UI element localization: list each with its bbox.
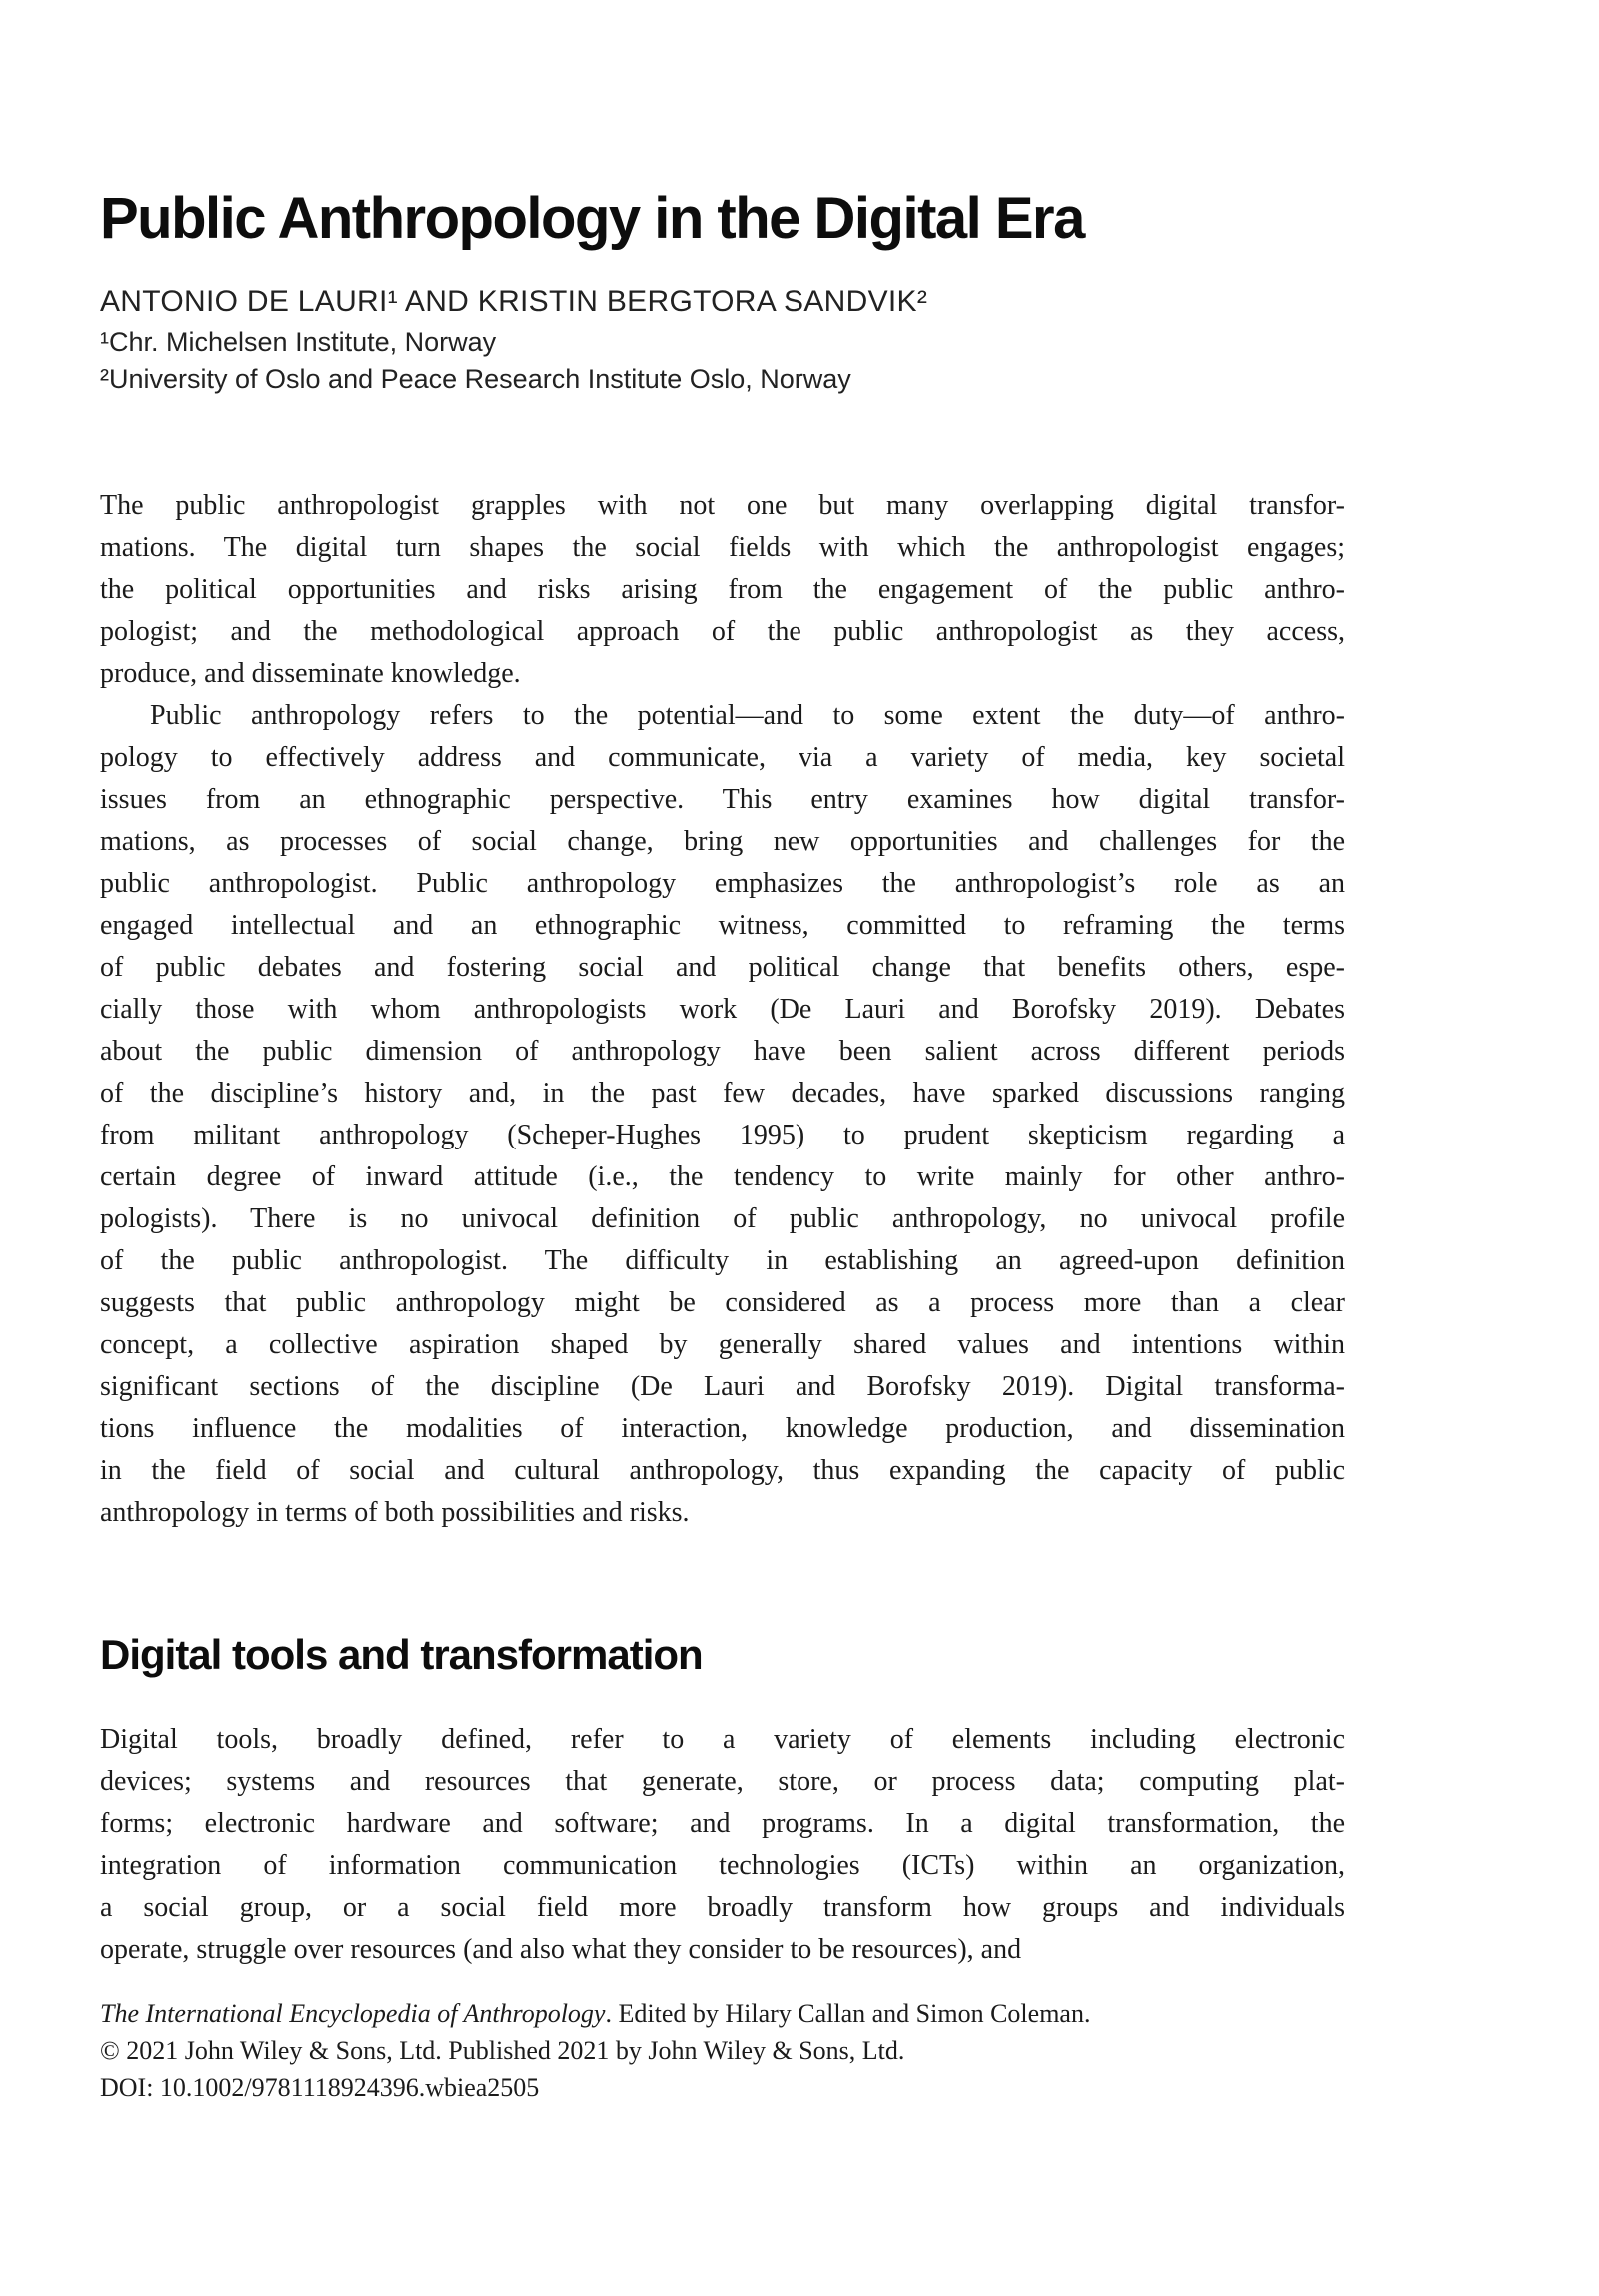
section-heading: Digital tools and transformation — [100, 1631, 703, 1678]
footnote-copyright-line: © 2021 John Wiley & Sons, Ltd. Published 2021 by John Wiley & Sons, Ltd. — [100, 2036, 905, 2065]
authors-line: ANTONIO DE LAURI¹ AND KRISTIN BERGTORA SANDVIK² — [100, 285, 928, 318]
affiliations — [100, 324, 851, 398]
body-line: The public anthropologist grapples with not one but many overlapping digital transfor- — [100, 490, 1345, 521]
body-line: issues from an ethnographic perspective. This entry examines how digital transfor- — [100, 784, 1345, 815]
affiliation-2: ²University of Oslo and Peace Research Institute Oslo, Norway — [100, 364, 851, 394]
body-line: tions influence the modalities of interaction, knowledge production, and dissemination — [100, 1413, 1345, 1444]
body-line: operate, struggle over resources (and also what they consider to be resources), and — [100, 1934, 1022, 1965]
body-line: suggests that public anthropology might be considered as a process more than a clear — [100, 1287, 1345, 1318]
body-line: in the field of social and cultural anthropology, thus expanding the capacity of public — [100, 1455, 1345, 1486]
body-line: the political opportunities and risks arising from the engagement of the public anthro- — [100, 574, 1345, 605]
paragraph — [100, 1719, 1345, 1971]
body-line: about the public dimension of anthropology have been salient across different periods — [100, 1036, 1345, 1067]
body-line: pology to effectively address and communicate, via a variety of media, key societal — [100, 742, 1345, 773]
body-line: engaged intellectual and an ethnographic witness, committed to reframing the terms — [100, 910, 1345, 941]
body-line: Public anthropology refers to the potential—and to some extent the duty—of anthro- — [150, 700, 1345, 731]
paragraph — [100, 695, 1345, 1534]
body-line: forms; electronic hardware and software; and programs. In a digital transformation, the — [100, 1808, 1345, 1839]
body-line: public anthropologist. Public anthropology emphasizes the anthropologist’s role as an — [100, 868, 1345, 899]
body-line: mations, as processes of social change, bring new opportunities and challenges for the — [100, 826, 1345, 857]
body-line: pologists). There is no univocal definition of public anthropology, no univocal profile — [100, 1203, 1345, 1234]
encyclopedia-work-title: The International Encyclopedia of Anthropology — [100, 1999, 606, 2028]
section-text-block — [100, 1719, 1345, 1971]
body-line: a social group, or a social field more broadly transform how groups and individuals — [100, 1892, 1345, 1923]
body-line: devices; systems and resources that generate, store, or process data; computing plat- — [100, 1766, 1345, 1797]
article-title: Public Anthropology in the Digital Era — [100, 186, 1084, 251]
body-line: mations. The digital turn shapes the social fields with which the anthropologist engages; — [100, 532, 1345, 563]
body-line: concept, a collective aspiration shaped by generally shared values and intentions within — [100, 1329, 1345, 1360]
body-line: integration of information communication technologies (ICTs) within an organization, — [100, 1850, 1345, 1881]
body-line: cially those with whom anthropologists work (De Lauri and Borofsky 2019). Debates — [100, 994, 1345, 1025]
body-line: of the discipline’s history and, in the past few decades, have sparked discussions ranging — [100, 1078, 1345, 1109]
footnote-source-line — [100, 1995, 1345, 2032]
affiliation-1: ¹Chr. Michelsen Institute, Norway — [100, 327, 497, 357]
footnote — [100, 1995, 1345, 2106]
body-line: produce, and disseminate knowledge. — [100, 658, 521, 689]
body-line: pologist; and the methodological approach of the public anthropologist as they access, — [100, 616, 1345, 647]
body-line: from militant anthropology (Scheper-Hughes 1995) to prudent skepticism regarding a — [100, 1120, 1345, 1150]
body-line: certain degree of inward attitude (i.e., the tendency to write mainly for other anthro- — [100, 1161, 1345, 1192]
body-line: of the public anthropologist. The difficulty in establishing an agreed-upon definition — [100, 1245, 1345, 1276]
body-line: anthropology in terms of both possibilities and risks. — [100, 1497, 690, 1528]
paragraph — [100, 485, 1345, 695]
body-line: significant sections of the discipline (De Lauri and Borofsky 2019). Digital transforma- — [100, 1371, 1345, 1402]
editors-text: . Edited by Hilary Callan and Simon Coleman. — [605, 1999, 1091, 2028]
intro-text-block — [100, 485, 1345, 1534]
footnote-doi-line: DOI: 10.1002/9781118924396.wbiea2505 — [100, 2073, 540, 2102]
body-line: Digital tools, broadly defined, refer to a variety of elements including electronic — [100, 1724, 1345, 1755]
body-line: of public debates and fostering social and political change that benefits others, espe- — [100, 952, 1345, 983]
